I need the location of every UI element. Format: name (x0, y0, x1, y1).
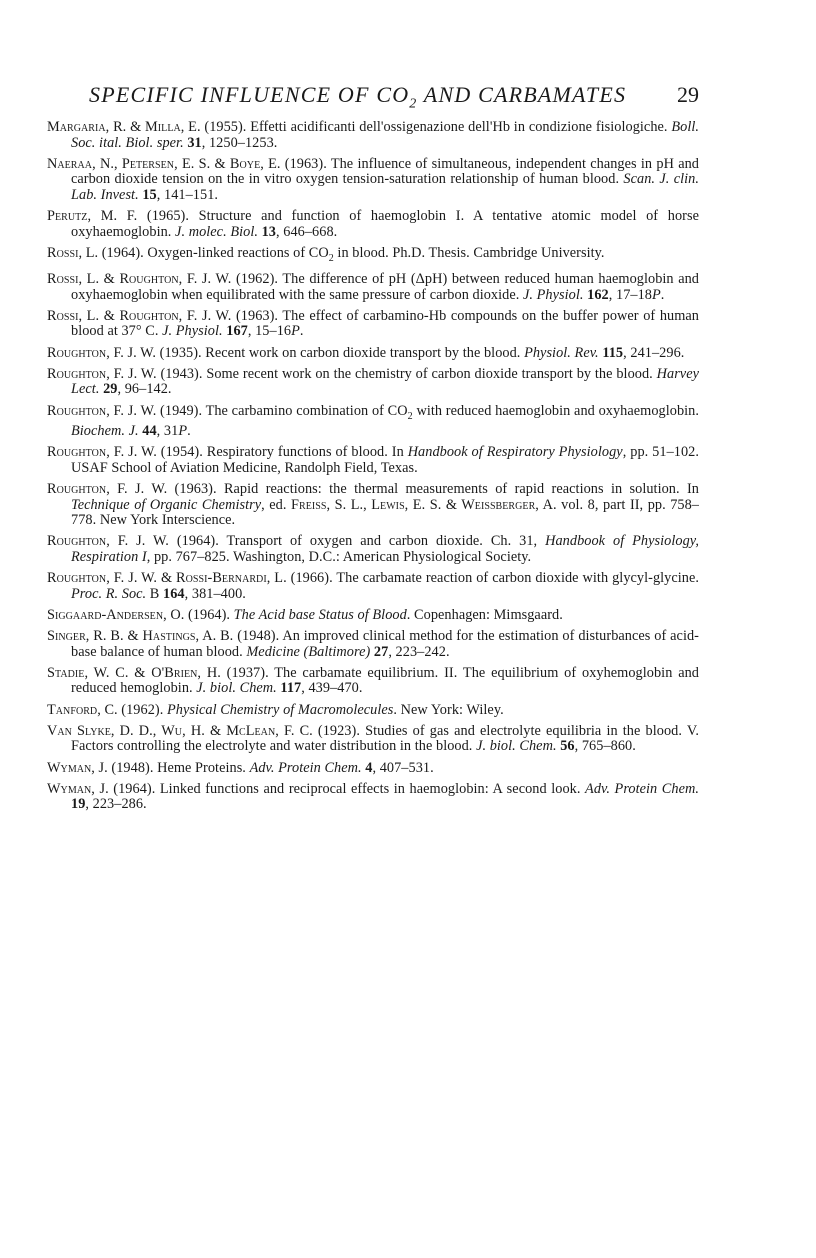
subscript: 2 (407, 410, 413, 422)
reference-authors: Van Slyke, D. D., Wu, H. & McLean, F. C. (47, 722, 313, 739)
reference-title-italic: P (178, 422, 188, 439)
reference-text: (1937). The carbamate equilibrium. II. The equilibrium of oxyhemoglobin and reduced hemoglobin. (71, 664, 699, 697)
reference-text: , pp. 767–825. Washington, D.C.: American Physiological Society. (146, 548, 532, 565)
reference-text: (1964). Oxygen-linked reactions of CO (98, 244, 329, 261)
reference-text: (1964). Linked functions and reciprocal effects in haemoglobin: A second look. (108, 780, 586, 797)
reference-authors: Siggaard-Andersen, O. (47, 606, 185, 623)
reference-text: . (187, 422, 191, 439)
reference-text: (1935). Recent work on carbon dioxide transport by the blood. (156, 344, 525, 361)
reference-title-italic: Boll. Soc. ital. Biol. sper. (71, 119, 699, 151)
reference-text: (1955). Effetti acidificanti dell'ossigenazione dell'Hb in condizione fisiologiche. (200, 119, 672, 135)
reference-entry (47, 666, 699, 697)
running-header (89, 82, 699, 118)
reference-volume: 13 (261, 223, 277, 240)
reference-list (47, 120, 699, 813)
reference-text: . (299, 323, 304, 340)
reference-text: , 381–400. (184, 585, 246, 602)
reference-text: , 646–668. (276, 223, 338, 240)
reference-entry (47, 404, 699, 440)
reference-authors: Roughton, F. J. W. (47, 480, 168, 497)
reference-text: (1949). The carbamino combination of CO (156, 402, 408, 419)
reference-entry (47, 629, 699, 660)
reference-text: (1963). The effect of carbamino-Hb compounds on the buffer power of human blood at 37° C. (71, 307, 699, 340)
reference-authors: Wyman, J. (47, 759, 108, 776)
reference-volume: 27 (373, 643, 389, 660)
reference-title-italic: Biochem. J. (71, 422, 139, 439)
reference-authors: Roughton, F. J. W. (47, 365, 157, 382)
reference-text: vol. 8, part II, pp. 758–778. New York Interscience. (71, 496, 700, 529)
reference-text: (1923). Studies of gas and electrolyte equilibria in the blood. V. Factors controlling the electrolyte and water distribution in the blood. (71, 722, 699, 755)
reference-title-italic: Adv. Protein Chem. (249, 759, 362, 776)
reference-entry (47, 445, 699, 476)
reference-text: , 223–242. (388, 643, 450, 660)
reference-text: , 765–860. (574, 738, 636, 755)
reference-entry (47, 246, 699, 266)
reference-entry (47, 608, 699, 624)
reference-text: with reduced haemoglobin and oxyhaemoglobin. (412, 402, 699, 419)
reference-text: . New York: Wiley. (393, 701, 504, 718)
reference-authors: Rossi, L. & Roughton, F. J. W. (47, 307, 232, 324)
running-title-end: AND CARBAMATES (417, 82, 627, 107)
reference-authors: Stadie, W. C. & O'Brien, H. (47, 664, 221, 681)
reference-title-italic: Proc. R. Soc. (71, 585, 147, 602)
reference-volume: 162 (587, 286, 609, 303)
reference-authors: Roughton, F. J. W. (47, 344, 157, 361)
reference-authors: Rossi, L. & Roughton, F. J. W. (47, 270, 232, 287)
reference-title-italic: Handbook of Physiology, Respiration I (71, 533, 699, 565)
reference-volume: 15 (142, 186, 157, 203)
reference-entry (47, 703, 699, 719)
reference-text: . Copenhagen: Mimsgaard. (406, 606, 563, 623)
running-title (89, 82, 626, 112)
reference-text: B (146, 585, 164, 602)
reference-authors: Roughton, F. J. W. (47, 533, 169, 550)
reference-text: , 223–286. (85, 796, 147, 813)
reference-entry (47, 782, 699, 813)
reference-text: , 15–16 (247, 323, 292, 340)
reference-text: , 439–470. (301, 680, 363, 697)
reference-text: , 31 (156, 422, 179, 439)
reference-text: , 96–142. (117, 381, 172, 398)
reference-title-italic: Technique of Organic Chemistry (71, 496, 262, 513)
reference-title-italic: Harvey Lect. (71, 365, 699, 398)
reference-entry (47, 120, 699, 151)
reference-volume: 117 (280, 680, 302, 697)
reference-text: (1948). An improved clinical method for the estimation of disturbances of acid-base balance of human blood. (71, 628, 699, 660)
reference-text: , 17–18 (608, 286, 652, 303)
reference-text: (1966). The carbamate reaction of carbon dioxide with glycyl-glycine. (286, 570, 700, 587)
reference-entry (47, 761, 699, 777)
reference-authors: Roughton, F. J. W. (47, 444, 157, 461)
reference-text: (1964). Transport of oxygen and carbon dioxide. Ch. 31, (168, 533, 546, 550)
reference-authors: Wyman, J. (47, 780, 109, 797)
reference-volume: 19 (71, 796, 86, 813)
reference-title-italic: Physical Chemistry of Macromolecules (166, 701, 394, 718)
reference-title-italic: Adv. Protein Chem. (585, 780, 699, 797)
reference-authors: Roughton, F. J. W. (47, 402, 157, 419)
reference-title-italic: Physiol. Rev. (524, 344, 599, 361)
reference-authors: Freiss, S. L., Lewis, E. S. & Weissberger, A. (290, 496, 557, 513)
reference-entry (47, 482, 699, 529)
reference-text: (1963). Rapid reactions: the thermal measurements of rapid reactions in solution. In (167, 480, 699, 497)
reference-volume: 44 (142, 422, 157, 439)
reference-title-italic: J. Physiol. (523, 286, 584, 303)
reference-text: (1965). Structure and function of haemoglobin I. A tentative atomic model of horse oxyhaemoglobin. (71, 208, 699, 240)
reference-volume: 167 (226, 323, 248, 340)
reference-entry (47, 534, 699, 565)
reference-entry (47, 157, 699, 204)
reference-authors: Singer, R. B. & Hastings, A. B. (47, 628, 234, 645)
reference-entry (47, 571, 699, 602)
reference-authors: Naeraa, N., Petersen, E. S. & Boye, E. (47, 155, 281, 172)
reference-authors: Roughton, F. J. W. & Rossi-Bernardi, L. (47, 570, 287, 587)
reference-text: (1963). The influence of simultaneous, independent changes in pH and carbon dioxide tension on the in vitro oxygen tension-saturation relationship of human blood. (71, 155, 699, 188)
reference-text: (1948). Heme Proteins. (107, 759, 250, 776)
reference-text: . (660, 286, 665, 303)
reference-text: (1962). (117, 701, 167, 718)
reference-volume: 164 (163, 585, 185, 602)
reference-text: (1954). Respiratory functions of blood. In (156, 444, 408, 461)
reference-text: , 241–296. (623, 344, 685, 361)
reference-title-italic: P (291, 323, 300, 340)
page (47, 82, 699, 819)
reference-entry (47, 272, 699, 303)
reference-entry (47, 724, 699, 755)
reference-text: (1943). Some recent work on the chemistry of carbon dioxide transport by the blood. (156, 365, 657, 382)
reference-title-italic: J. biol. Chem. (196, 680, 277, 697)
reference-text: , pp. 51–102. USAF School of Aviation Medicine, Randolph Field, Texas. (71, 444, 699, 476)
reference-authors: Perutz, M. F. (47, 208, 138, 225)
reference-title-italic: The Acid base Status of Blood (233, 606, 407, 623)
reference-text: , ed. (261, 496, 291, 513)
reference-text: in blood. Ph.D. Thesis. Cambridge University. (333, 244, 605, 261)
reference-text: , 1250–1253. (201, 134, 278, 151)
reference-text: , 141–151. (156, 186, 219, 203)
reference-entry (47, 309, 699, 340)
subscript: 2 (328, 252, 334, 264)
reference-text: , 407–531. (372, 759, 434, 776)
reference-title-italic: J. biol. Chem. (476, 738, 557, 755)
reference-text: (1962). The difference of pH (ΔpH) between reduced human haemoglobin and oxyhaemoglobin when equilibrated with the same pressure of carbon dioxide. (71, 270, 699, 303)
reference-authors: Margaria, R. & Milla, E. (47, 119, 201, 135)
reference-volume: 29 (103, 381, 118, 398)
page-number: 29 (677, 82, 699, 107)
reference-volume: 4 (365, 759, 373, 776)
reference-entry (47, 209, 699, 240)
reference-entry (47, 346, 699, 362)
running-title-start: SPECIFIC INFLUENCE OF CO (89, 82, 410, 107)
reference-volume: 31 (187, 134, 202, 151)
reference-entry (47, 367, 699, 398)
reference-title-italic: Medicine (Baltimore) (246, 643, 371, 660)
reference-title-italic: Scan. J. clin. Lab. Invest. (71, 171, 699, 203)
reference-authors: Tanford, C. (47, 701, 118, 718)
reference-volume: 115 (602, 344, 624, 361)
reference-title-italic: P (652, 286, 661, 303)
running-title-subscript: 2 (409, 96, 418, 112)
reference-text: (1964). (184, 606, 234, 623)
reference-authors: Rossi, L. (47, 244, 99, 261)
reference-volume: 56 (560, 738, 575, 755)
reference-title-italic: J. molec. Biol. (175, 223, 258, 240)
reference-title-italic: J. Physiol. (162, 323, 223, 340)
reference-title-italic: Handbook of Respiratory Physiology (407, 444, 623, 461)
